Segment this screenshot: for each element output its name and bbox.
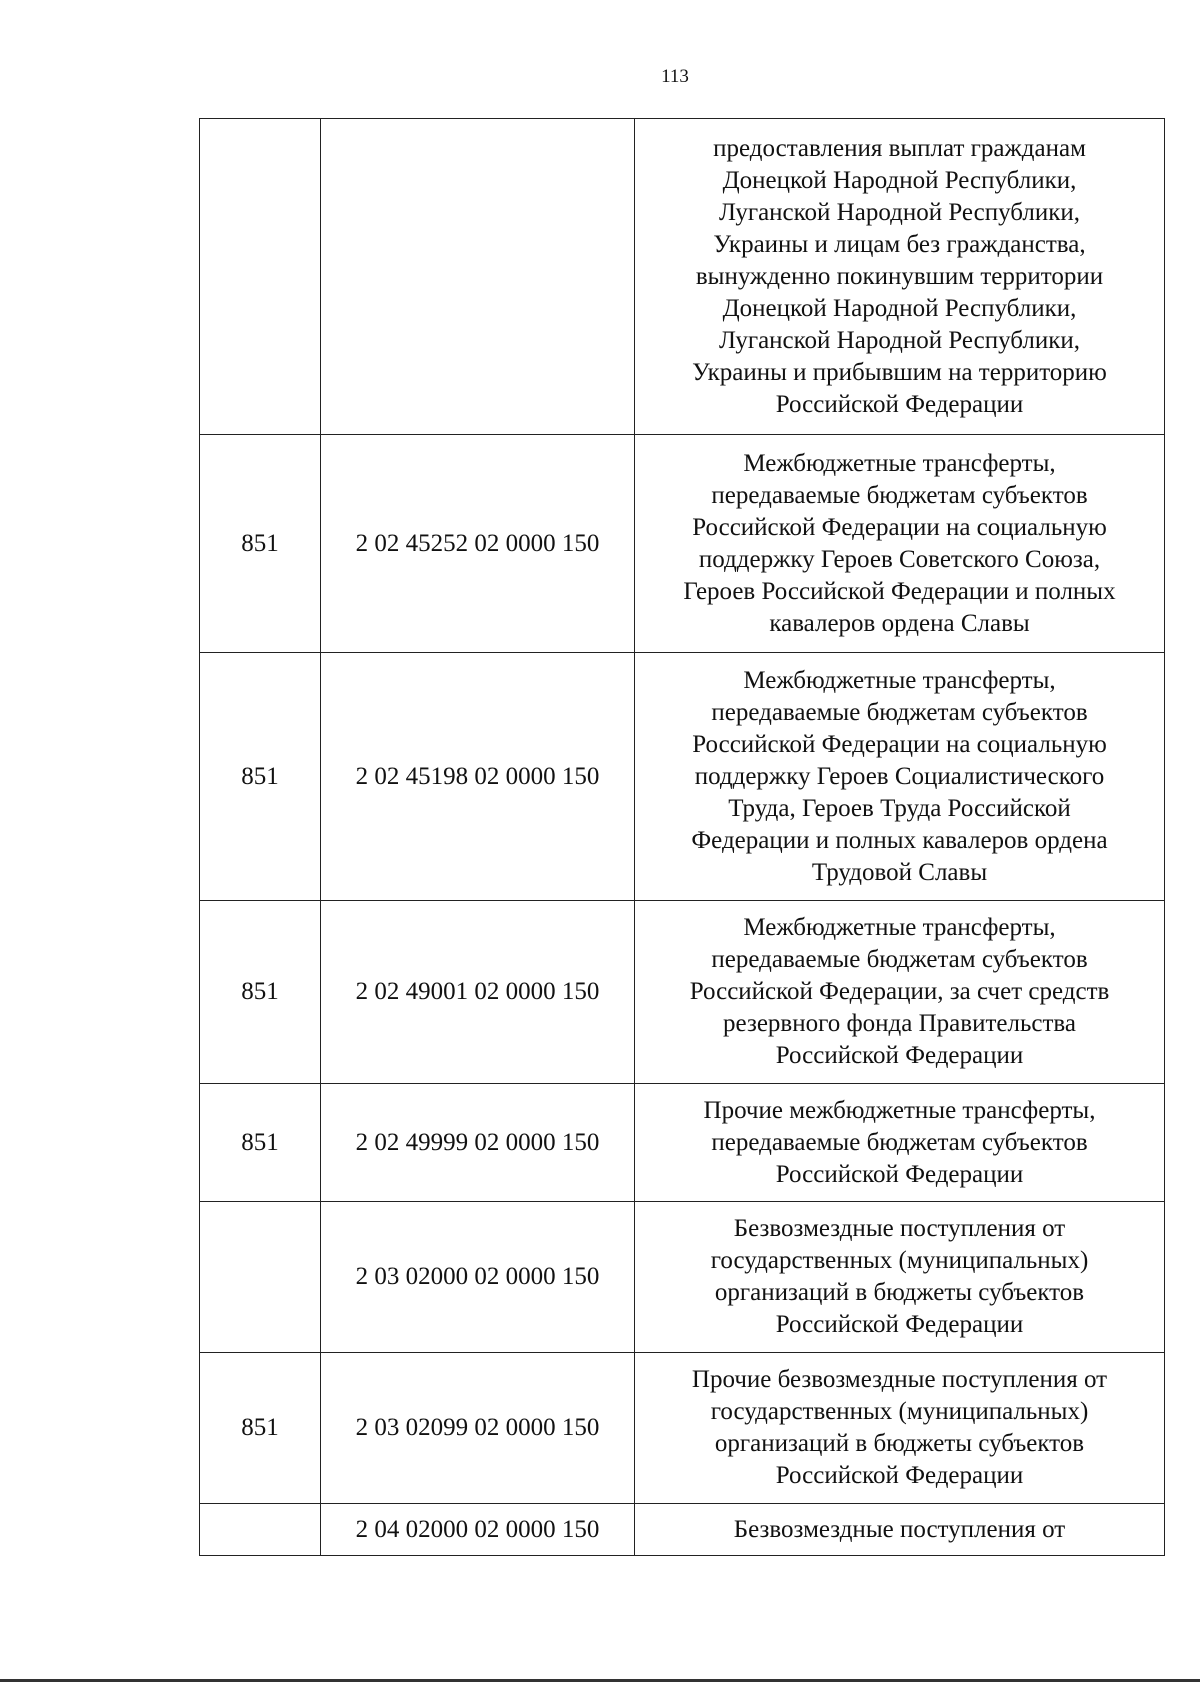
budget-code-cell: 2 03 02099 02 0000 150 — [321, 1353, 635, 1504]
table-row — [200, 119, 1165, 435]
scan-edge-line — [0, 1679, 1200, 1682]
admin-code-cell — [200, 1504, 321, 1556]
revenue-name-cell — [635, 119, 1165, 435]
admin-code-cell: 851 — [200, 1084, 321, 1202]
revenue-name-cell — [635, 1504, 1165, 1556]
revenue-name-text: предоставления выплат гражданам Донецкой Народной Республики, Луганской Народной Республики, Украины и лицам без гражданства, вынужденно покинувшим территории Донецкой Народной Республики, Луганской Народной Республики, Украины и прибывшим на территорию Российской Федерации — [692, 134, 1107, 418]
table-row — [200, 653, 1165, 901]
budget-code-cell: 2 02 49999 02 0000 150 — [321, 1084, 635, 1202]
admin-code-cell: 851 — [200, 1353, 321, 1504]
revenue-name-cell — [635, 1084, 1165, 1202]
admin-code-cell: 851 — [200, 653, 321, 901]
revenue-name-cell — [635, 435, 1165, 653]
admin-code-cell: 851 — [200, 435, 321, 653]
revenue-name-text: Прочие межбюджетные трансферты, передаваемые бюджетам субъектов Российской Федерации — [703, 1096, 1096, 1188]
revenue-name-text: Межбюджетные трансферты, передаваемые бюджетам субъектов Российской Федерации, за счет средств резервного фонда Правительства Российской Федерации — [689, 914, 1110, 1069]
page-number: 113 — [661, 66, 689, 87]
admin-code-cell: 851 — [200, 901, 321, 1084]
budget-code-cell: 2 02 45198 02 0000 150 — [321, 653, 635, 901]
revenue-name-text: Безвозмездные поступления от — [733, 1515, 1066, 1543]
budget-code-cell: 2 02 45252 02 0000 150 — [321, 435, 635, 653]
table-row — [200, 1202, 1165, 1353]
budget-code-cell — [321, 119, 635, 435]
budget-revenue-table — [199, 118, 1165, 1556]
budget-code-cell: 2 03 02000 02 0000 150 — [321, 1202, 635, 1353]
table-row — [200, 1084, 1165, 1202]
revenue-name-text: Межбюджетные трансферты, передаваемые бюджетам субъектов Российской Федерации на социальную поддержку Героев Советского Союза, Героев Российской Федерации и полных кавалеров ордена Славы — [683, 449, 1116, 637]
revenue-name-text: Межбюджетные трансферты, передаваемые бюджетам субъектов Российской Федерации на социальную поддержку Героев Социалистического Труда, Героев Труда Российской Федерации и полных кавалеров ордена Трудовой Славы — [691, 666, 1108, 886]
budget-code-cell: 2 04 02000 02 0000 150 — [321, 1504, 635, 1556]
revenue-name-cell — [635, 901, 1165, 1084]
table-row — [200, 901, 1165, 1084]
table-row — [200, 435, 1165, 653]
revenue-name-text: Прочие безвозмездные поступления от государственных (муниципальных) организаций в бюджеты субъектов Российской Федерации — [691, 1366, 1108, 1489]
table-row — [200, 1504, 1165, 1556]
admin-code-cell — [200, 1202, 321, 1353]
revenue-name-cell — [635, 1202, 1165, 1353]
revenue-name-text: Безвозмездные поступления от государственных (муниципальных) организаций в бюджеты субъектов Российской Федерации — [710, 1215, 1089, 1338]
table-row — [200, 1353, 1165, 1504]
revenue-name-cell — [635, 653, 1165, 901]
revenue-name-cell — [635, 1353, 1165, 1504]
admin-code-cell — [200, 119, 321, 435]
budget-code-cell: 2 02 49001 02 0000 150 — [321, 901, 635, 1084]
